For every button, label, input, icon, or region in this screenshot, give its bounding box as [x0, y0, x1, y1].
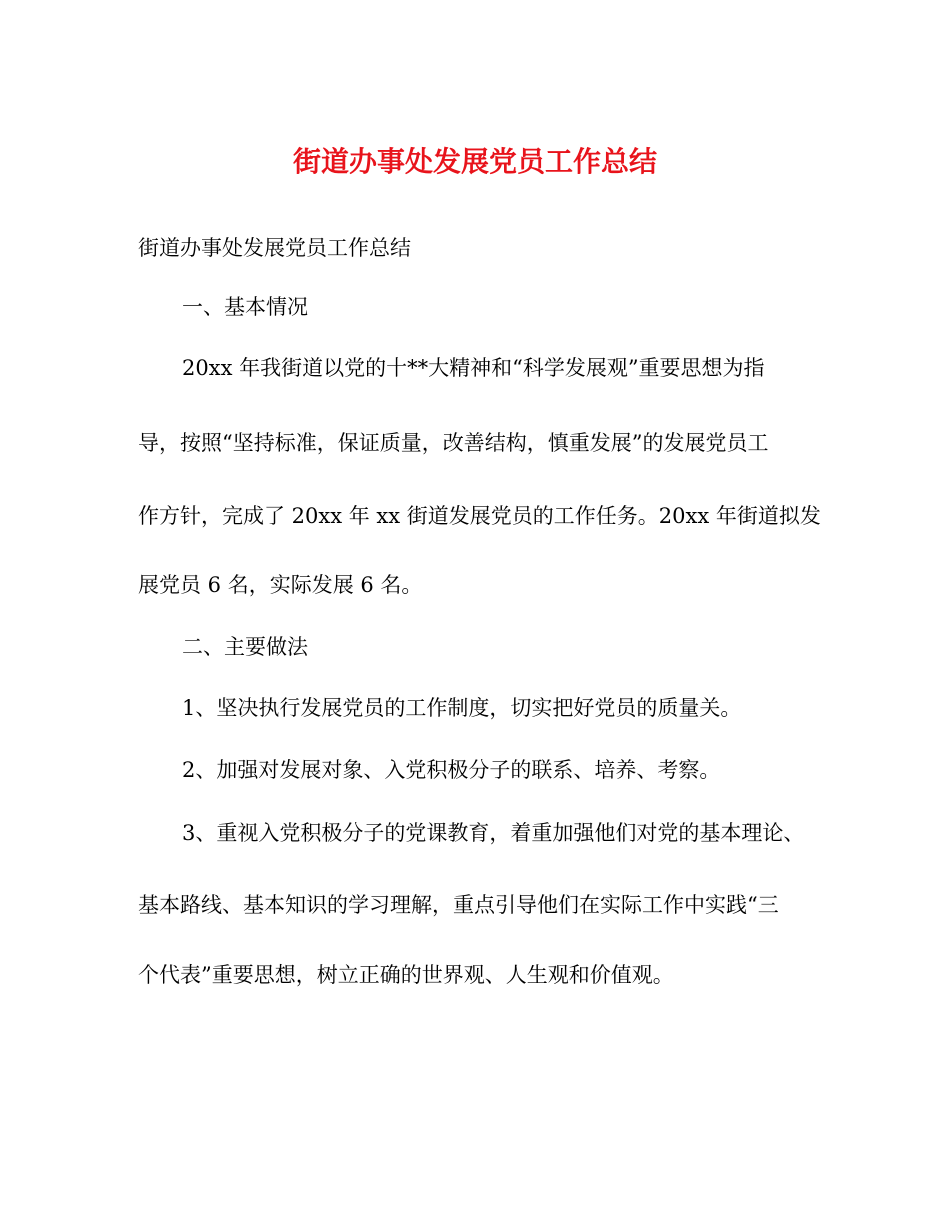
list-item: 3、重视入党积极分子的党课教育，着重加强他们对党的基本理论、: [182, 821, 805, 845]
section-heading-methods: 二、主要做法: [182, 635, 308, 659]
list-item: 2、加强对发展对象、入党积极分子的联系、培养、考察。: [182, 758, 721, 782]
paragraph-line: 个代表”重要思想，树立正确的世界观、人生观和价值观。: [138, 963, 674, 987]
paragraph-line: 基本路线、基本知识的学习理解，重点引导他们在实际工作中实践“三: [138, 893, 779, 917]
paragraph-line: 作方针，完成了 20xx 年 xx 街道发展党员的工作任务。20xx 年街道拟发: [138, 504, 821, 528]
document-title: 街道办事处发展党员工作总结: [292, 145, 657, 178]
list-item: 1、坚决执行发展党员的工作制度，切实把好党员的质量关。: [182, 696, 742, 720]
subtitle-line: 街道办事处发展党员工作总结: [138, 236, 411, 260]
paragraph-line: 展党员 6 名，实际发展 6 名。: [138, 573, 423, 597]
paragraph-line: 20xx 年我街道以党的十**大精神和“科学发展观”重要思想为指: [182, 356, 765, 380]
paragraph-line: 导，按照“坚持标准，保证质量，改善结构，慎重发展”的发展党员工: [138, 431, 769, 455]
section-heading-basic: 一、基本情况: [182, 295, 308, 319]
